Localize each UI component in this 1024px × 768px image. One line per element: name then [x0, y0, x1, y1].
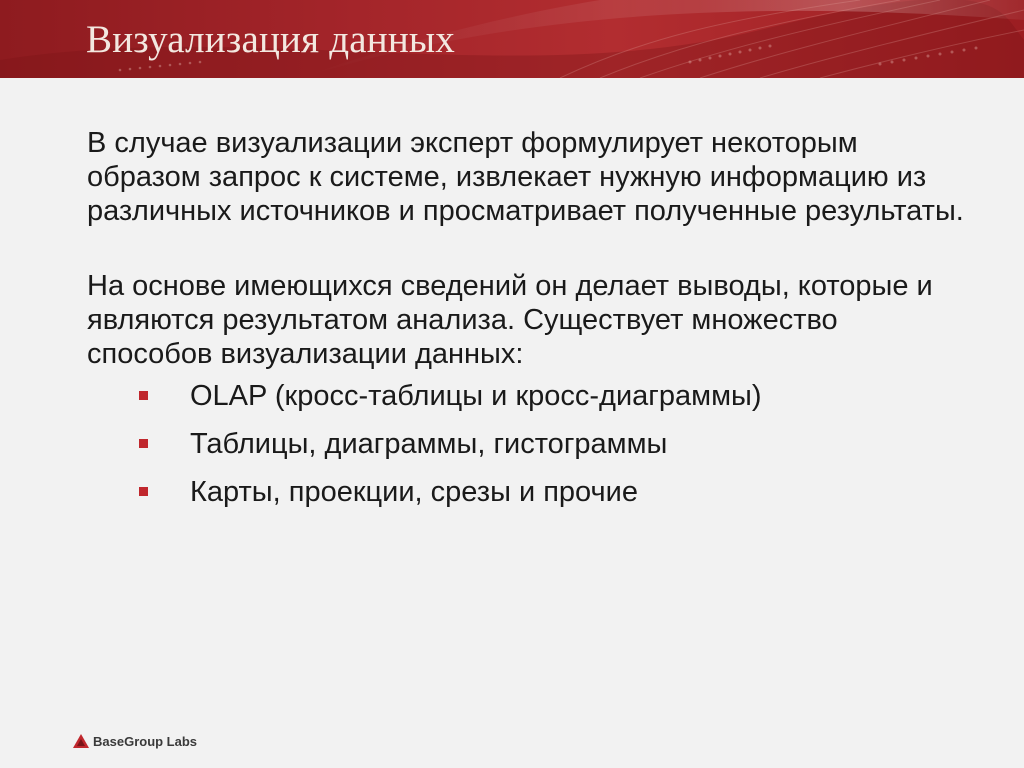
body-paragraph: На основе имеющихся сведений он делает выводы, которые и являются результатом анализа. Существует множество способов визуализации данных:: [87, 270, 933, 370]
company-logo: [72, 733, 197, 749]
square-bullet-icon: [139, 391, 148, 400]
square-bullet-icon: [139, 439, 148, 448]
body-paragraph: В случае визуализации эксперт формулирует некоторым образом запрос к системе, извлекает нужную информацию из различных источников и просматривает полученные результаты.: [87, 127, 964, 227]
bullet-item: [87, 427, 967, 461]
bullet-text: Карты, проекции, срезы и прочие: [190, 476, 638, 508]
slide-body: [87, 126, 967, 523]
bullet-text: OLAP (кросс-таблицы и кросс-диаграммы): [190, 380, 762, 412]
bullet-text: Таблицы, диаграммы, гистограммы: [190, 428, 668, 460]
slide-title: Визуализация данных: [86, 18, 455, 61]
title-banner: [0, 0, 1024, 78]
bullet-list: [87, 379, 967, 509]
bullet-item: [87, 379, 967, 413]
square-bullet-icon: [139, 487, 148, 496]
bullet-item: [87, 475, 967, 509]
logo-text: BaseGroup Labs: [93, 733, 198, 749]
triangle-logo-icon: [72, 733, 90, 749]
